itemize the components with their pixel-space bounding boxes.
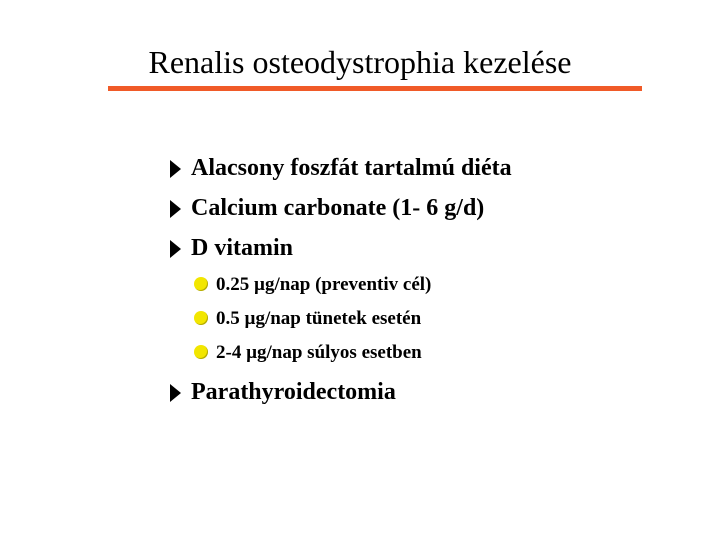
bullet-text: D vitamin (191, 235, 293, 261)
sub-bullet-text: 0.5 µg/nap tünetek esetén (216, 308, 422, 329)
yellow-dot-icon (194, 277, 208, 291)
triangle-arrow-icon (170, 240, 181, 258)
sub-bullet-text: 2-4 µg/nap súlyos esetben (216, 342, 422, 363)
triangle-arrow-icon (170, 200, 181, 218)
yellow-dot-icon (194, 345, 208, 359)
slide-title: Renalis osteodystrophia kezelése (148, 44, 572, 80)
triangle-arrow-icon (170, 160, 181, 178)
bullet-text: Alacsony foszfát tartalmú diéta (191, 155, 512, 181)
bullet-text: Parathyroidectomia (191, 379, 396, 405)
sub-bullet-text: 0.25 µg/nap (preventiv cél) (216, 274, 432, 295)
triangle-arrow-icon (170, 384, 181, 402)
title-underline (108, 86, 642, 91)
yellow-dot-icon (194, 311, 208, 325)
bullet-text: Calcium carbonate (1- 6 g/d) (191, 195, 485, 221)
